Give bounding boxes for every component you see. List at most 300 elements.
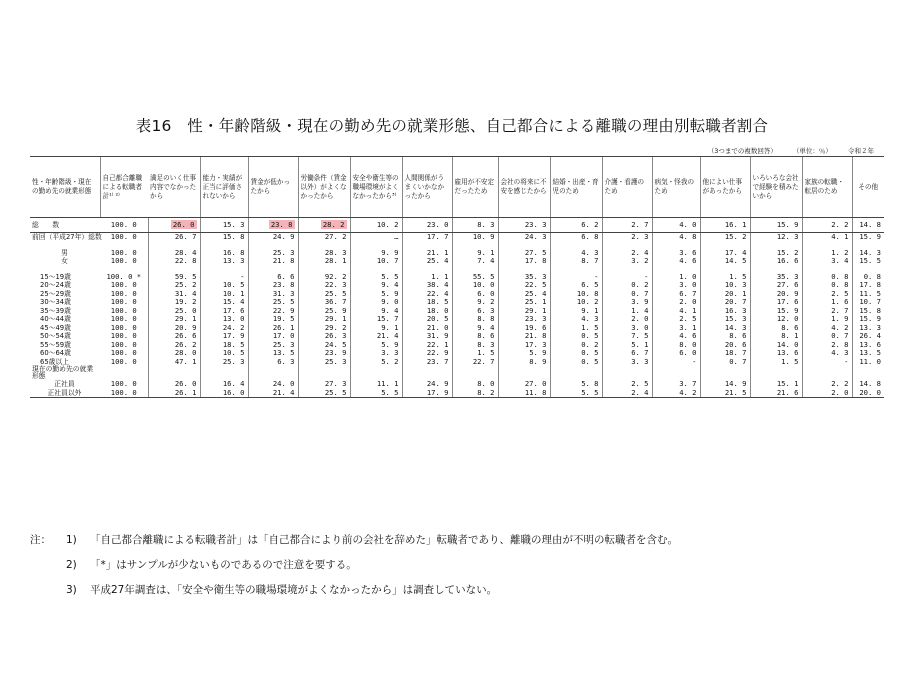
empty-cell xyxy=(602,366,652,380)
highlighted-value: 23. 8 xyxy=(270,219,293,229)
value-cell: 24. 9 xyxy=(248,233,298,242)
value-cell: - xyxy=(652,358,700,367)
row-label: 現在の勤め先の就業形態 xyxy=(32,365,94,380)
value-cell: 8. 8 xyxy=(452,315,498,324)
value-cell: 8. 7 xyxy=(550,257,602,266)
value-cell: 25. 3 xyxy=(200,358,248,367)
empty-cell xyxy=(652,366,700,380)
value-cell: 0. 2 xyxy=(550,341,602,350)
value-cell: 17. 6 xyxy=(200,307,248,316)
value-cell: 15. 7 xyxy=(350,315,402,324)
total-cell: 100. 0 xyxy=(110,379,137,388)
value-cell: 16. 1 xyxy=(700,218,750,233)
table-row xyxy=(30,298,884,307)
value-cell: 26. 7 xyxy=(148,233,200,242)
value-cell: 2. 0 xyxy=(602,315,652,324)
table-row xyxy=(30,273,884,282)
value-cell: … xyxy=(350,233,402,242)
empty-cell xyxy=(100,366,148,380)
value-cell: 31. 9 xyxy=(402,332,452,341)
value-cell: 2. 2 xyxy=(802,218,852,233)
value-cell: 26. 3 xyxy=(298,332,350,341)
table-row xyxy=(30,290,884,299)
value-cell: 9. 1 xyxy=(452,249,498,258)
value-cell: 28. 4 xyxy=(148,249,200,258)
value-cell: 0. 2 xyxy=(602,281,652,290)
value-cell: 2. 7 xyxy=(802,307,852,316)
value-cell: 6. 3 xyxy=(452,307,498,316)
value-cell: 8. 1 xyxy=(750,332,802,341)
value-cell: 6. 2 xyxy=(550,218,602,233)
value-cell: 11. 5 xyxy=(852,290,884,299)
value-cell: 17. 8 xyxy=(852,281,884,290)
value-cell: 27. 3 xyxy=(298,380,350,389)
value-cell: 14. 5 xyxy=(700,257,750,266)
value-cell: 10. 0 xyxy=(452,281,498,290)
value-cell: 23. 3 xyxy=(498,218,550,233)
value-cell: 4. 1 xyxy=(802,233,852,242)
column-header: 能力・実績が正当に評価されないから xyxy=(200,157,248,218)
value-cell: 1. 5 xyxy=(750,358,802,367)
value-cell: 17. 3 xyxy=(498,341,550,350)
value-cell: 16. 6 xyxy=(750,257,802,266)
empty-cell xyxy=(452,366,498,380)
total-cell: 100. 0 xyxy=(110,331,137,340)
value-cell: 21. 6 xyxy=(750,389,802,398)
value-cell: 24. 3 xyxy=(498,233,550,242)
value-cell: 22. 9 xyxy=(402,349,452,358)
value-cell: 14. 0 xyxy=(750,341,802,350)
value-cell: 5. 1 xyxy=(602,341,652,350)
value-cell: 9. 9 xyxy=(350,249,402,258)
value-cell: 6. 3 xyxy=(248,358,298,367)
value-cell: 17. 4 xyxy=(700,249,750,258)
value-cell: 2. 4 xyxy=(602,389,652,398)
value-cell: 18. 5 xyxy=(200,341,248,350)
row-label: 前回（平成27年）総数 xyxy=(32,233,102,241)
value-cell: 0. 5 xyxy=(550,332,602,341)
column-header: 満足のいく仕事内容でなかったから xyxy=(148,157,200,218)
value-cell: 25. 0 xyxy=(148,307,200,316)
value-cell: 0. 5 xyxy=(550,358,602,367)
footnote xyxy=(30,528,678,553)
value-cell: 8. 3 xyxy=(452,341,498,350)
row-label xyxy=(30,242,100,249)
value-cell: 59. 5 xyxy=(148,273,200,282)
empty-cell xyxy=(148,366,200,380)
value-cell: 8. 3 xyxy=(452,218,498,233)
value-cell: 20. 0 xyxy=(852,389,884,398)
value-cell: 35. 3 xyxy=(750,273,802,282)
value-cell: 25. 5 xyxy=(298,290,350,299)
value-cell: 10. 5 xyxy=(200,281,248,290)
footnote-text: 「自己都合離職による転職者計」は「自己都合により前の会社を辞めた」転職者であり、離職の理由が不明の転職者を含む。 xyxy=(90,534,678,546)
value-cell: 9. 1 xyxy=(350,324,402,333)
value-cell: 2. 4 xyxy=(602,249,652,258)
value-cell: 8. 0 xyxy=(452,380,498,389)
row-label: 30～34歳 xyxy=(40,298,71,306)
column-header: その他 xyxy=(852,157,884,218)
value-cell: 25. 5 xyxy=(298,389,350,398)
value-cell: 21. 4 xyxy=(350,332,402,341)
row-label: 総 数 xyxy=(30,218,100,233)
footnote xyxy=(30,553,678,578)
row-label: 男 xyxy=(61,248,68,257)
value-cell: 47. 1 xyxy=(148,358,200,367)
row-label: 50～54歳 xyxy=(40,332,71,340)
value-cell: - xyxy=(200,273,248,282)
value-cell: 15. 9 xyxy=(852,315,884,324)
value-cell: 2. 2 xyxy=(802,380,852,389)
value-cell: 8. 0 xyxy=(652,341,700,350)
value-cell: 25. 3 xyxy=(248,249,298,258)
value-cell: 13. 5 xyxy=(248,349,298,358)
value-cell: 7. 4 xyxy=(452,257,498,266)
value-cell: 5. 8 xyxy=(550,380,602,389)
value-cell: 1. 0 xyxy=(652,273,700,282)
value-cell: 6. 6 xyxy=(248,273,298,282)
value-cell: 4. 3 xyxy=(550,249,602,258)
footnote-prefix: 注： xyxy=(30,534,51,546)
row-label: 20～24歳 xyxy=(40,281,71,289)
value-cell: 5. 5 xyxy=(350,273,402,282)
value-cell: 1. 9 xyxy=(802,315,852,324)
value-cell: 16. 3 xyxy=(700,307,750,316)
table-row xyxy=(30,389,884,398)
value-cell: 31. 4 xyxy=(148,290,200,299)
value-cell: 1. 5 xyxy=(452,349,498,358)
footnote-prefix xyxy=(30,578,66,603)
value-cell: 25. 9 xyxy=(298,307,350,316)
column-header: 結婚・出産・育児のため xyxy=(550,157,602,218)
value-cell: 15. 4 xyxy=(200,298,248,307)
value-cell: 1. 5 xyxy=(550,324,602,333)
value-cell: 7. 5 xyxy=(602,332,652,341)
value-cell: 0. 7 xyxy=(602,290,652,299)
value-cell: 10. 7 xyxy=(350,257,402,266)
value-cell: 3. 0 xyxy=(652,281,700,290)
survey-year: 令和２年 xyxy=(848,147,874,155)
value-cell: 1. 1 xyxy=(402,273,452,282)
column-header: 会社の将来に不安を感じたから xyxy=(498,157,550,218)
row-label: 65歳以上 xyxy=(40,357,70,366)
row-label: 55～59歳 xyxy=(40,340,71,349)
total-cell: 100. 0 xyxy=(110,322,137,332)
column-header: 介護・看護のため xyxy=(602,157,652,218)
value-cell: 16. 8 xyxy=(200,249,248,258)
value-cell: 21. 4 xyxy=(248,389,298,398)
highlighted-value: 26. 0 xyxy=(172,219,195,229)
value-cell: 20. 6 xyxy=(700,341,750,350)
footnote-text: 「*」はサンプルが少ないものであるので注意を要する。 xyxy=(90,559,357,571)
page-title: 表16 性・年齢階級・現在の勤め先の就業形態、自己都合による離職の理由別転職者割合 xyxy=(135,117,769,135)
value-cell: 22. 5 xyxy=(498,281,550,290)
value-cell: 22. 4 xyxy=(402,290,452,299)
value-cell: 9. 2 xyxy=(452,298,498,307)
value-cell: 25. 3 xyxy=(298,358,350,367)
value-cell: 20. 9 xyxy=(148,324,200,333)
value-cell: - xyxy=(602,273,652,282)
table-row xyxy=(30,307,884,316)
value-cell: 6. 5 xyxy=(550,281,602,290)
value-cell: 6. 0 xyxy=(452,290,498,299)
value-cell: 10. 8 xyxy=(550,290,602,299)
empty-cell xyxy=(498,366,550,380)
value-cell: 10. 1 xyxy=(200,290,248,299)
value-cell: 3. 9 xyxy=(602,298,652,307)
total-cell: 100. 0 xyxy=(110,288,137,298)
value-cell: 55. 5 xyxy=(452,273,498,282)
footnote xyxy=(30,578,678,603)
table-row xyxy=(30,315,884,324)
total-cell: 100. 0 xyxy=(110,256,137,265)
value-cell: 17. 9 xyxy=(200,332,248,341)
value-cell: 20. 9 xyxy=(750,290,802,299)
value-cell: 27. 5 xyxy=(498,249,550,258)
value-cell: 0. 8 xyxy=(802,281,852,290)
value-cell: 15. 9 xyxy=(750,218,802,233)
value-cell: 28. 0 xyxy=(148,349,200,358)
value-cell: 20. 5 xyxy=(402,315,452,324)
value-cell: 13. 0 xyxy=(200,315,248,324)
empty-cell xyxy=(350,366,402,380)
row-label: 正社員以外 xyxy=(30,389,100,398)
row-label: 25～29歳 xyxy=(40,289,71,298)
value-cell: 0. 5 xyxy=(550,349,602,358)
value-cell: 9. 1 xyxy=(550,307,602,316)
value-cell: 0. 8 xyxy=(852,273,884,282)
row-label: 45～49歳 xyxy=(40,323,71,332)
table-row xyxy=(30,324,884,333)
spacer-row xyxy=(30,242,884,249)
value-cell: 8. 6 xyxy=(700,332,750,341)
value-cell: 4. 1 xyxy=(652,307,700,316)
column-header: 賃金が低かったから xyxy=(248,157,298,218)
value-cell: 5. 5 xyxy=(350,389,402,398)
value-cell: 15. 8 xyxy=(200,233,248,242)
value-cell: 0. 8 xyxy=(802,273,852,282)
row-label xyxy=(30,266,100,273)
value-cell: 3. 0 xyxy=(602,324,652,333)
column-header: 他によい仕事があったから xyxy=(700,157,750,218)
footnote-number: 3) xyxy=(66,584,77,596)
value-cell: 15. 5 xyxy=(852,257,884,266)
value-cell: 13. 3 xyxy=(852,324,884,333)
value-cell: 18. 7 xyxy=(700,349,750,358)
value-cell: 2. 3 xyxy=(602,233,652,242)
row-label: 35～39歳 xyxy=(40,306,71,315)
value-cell: 25. 4 xyxy=(402,257,452,266)
value-cell: 29. 1 xyxy=(148,315,200,324)
row-label: 60～64歳 xyxy=(40,349,71,357)
value-cell: 22. 3 xyxy=(298,281,350,290)
value-cell: 14. 8 xyxy=(852,218,884,233)
empty-cell xyxy=(402,366,452,380)
total-cell: 100. 0 xyxy=(110,339,137,349)
value-cell: 3. 3 xyxy=(350,349,402,358)
value-cell: 10. 3 xyxy=(700,281,750,290)
value-cell: 27. 6 xyxy=(750,281,802,290)
table-row xyxy=(30,281,884,290)
value-cell: - xyxy=(550,273,602,282)
value-cell: 31. 3 xyxy=(248,290,298,299)
value-cell: 20. 1 xyxy=(700,290,750,299)
table-row xyxy=(30,341,884,350)
row-label: 正社員 xyxy=(54,380,75,388)
value-cell: 13. 6 xyxy=(750,349,802,358)
value-cell: 35. 3 xyxy=(498,273,550,282)
turnover-reasons-table xyxy=(30,156,884,398)
value-cell: 9. 4 xyxy=(350,307,402,316)
value-cell: 14. 3 xyxy=(700,324,750,333)
footnotes xyxy=(30,528,678,603)
row-label: 女 xyxy=(61,257,68,265)
footnote-number: 1) xyxy=(66,534,77,546)
value-cell: 22. 7 xyxy=(452,358,498,367)
table-row xyxy=(30,380,884,389)
table-row xyxy=(30,349,884,358)
value-cell: 15. 1 xyxy=(750,380,802,389)
value-cell: 38. 4 xyxy=(402,281,452,290)
value-cell: 22. 9 xyxy=(248,307,298,316)
total-cell: 100. 0 xyxy=(110,232,137,241)
column-header: 家族の転職・転居のため xyxy=(802,157,852,218)
value-cell: 3. 6 xyxy=(652,249,700,258)
value-cell: 4. 2 xyxy=(802,324,852,333)
value-cell: 2. 0 xyxy=(802,389,852,398)
value-cell: 26. 4 xyxy=(852,332,884,341)
total-cell: 100. 0 xyxy=(110,247,137,257)
value-cell: 23. 9 xyxy=(298,349,350,358)
value-cell: 10. 7 xyxy=(852,298,884,307)
value-cell: 26. 1 xyxy=(148,389,200,398)
value-cell: 21. 8 xyxy=(498,332,550,341)
value-cell: 15. 2 xyxy=(750,249,802,258)
value-cell xyxy=(148,218,200,233)
value-cell: 8. 9 xyxy=(498,358,550,367)
value-cell: 14. 9 xyxy=(700,380,750,389)
value-cell: 3. 7 xyxy=(652,380,700,389)
value-cell: 29. 2 xyxy=(298,324,350,333)
value-cell: 9. 4 xyxy=(350,281,402,290)
empty-cell xyxy=(700,366,750,380)
value-cell: 0. 7 xyxy=(700,358,750,367)
value-cell: 24. 0 xyxy=(248,380,298,389)
value-cell: 3. 4 xyxy=(802,257,852,266)
value-cell: 15. 2 xyxy=(700,233,750,242)
value-cell: 19. 6 xyxy=(498,324,550,333)
value-cell: 25. 5 xyxy=(248,298,298,307)
value-cell: 4. 8 xyxy=(652,233,700,242)
value-cell: 28. 1 xyxy=(298,257,350,266)
value-cell xyxy=(248,218,298,233)
empty-cell xyxy=(298,366,350,380)
column-header: いろいろな会社で経験を積みたいから xyxy=(750,157,802,218)
value-cell: 19. 5 xyxy=(248,315,298,324)
total-cell: 100. 0 xyxy=(110,297,137,306)
value-cell: 15. 9 xyxy=(750,307,802,316)
empty-cell xyxy=(852,366,884,380)
empty-cell xyxy=(200,366,248,380)
value-cell: 13. 3 xyxy=(200,257,248,266)
value-cell: 9. 4 xyxy=(452,324,498,333)
value-cell: 4. 2 xyxy=(652,389,700,398)
value-cell: 15. 3 xyxy=(700,315,750,324)
value-cell: 3. 3 xyxy=(602,358,652,367)
total-cell: 100. 0 xyxy=(110,305,137,315)
value-cell: 10. 2 xyxy=(350,218,402,233)
column-header: 自己都合離職による転職者計¹⁾ ²⁾ xyxy=(100,157,148,218)
empty-cell xyxy=(248,366,298,380)
table-row xyxy=(30,358,884,367)
value-cell: 4. 0 xyxy=(652,218,700,233)
value-cell: 92. 2 xyxy=(298,273,350,282)
value-cell: 16. 4 xyxy=(200,380,248,389)
value-cell: 12. 0 xyxy=(750,315,802,324)
empty-cell xyxy=(750,366,802,380)
value-cell: 2. 7 xyxy=(602,218,652,233)
value-cell: 2. 5 xyxy=(802,290,852,299)
value-cell: 21. 0 xyxy=(402,324,452,333)
value-cell: 17. 7 xyxy=(402,233,452,242)
value-cell: 21. 1 xyxy=(402,249,452,258)
value-cell: 14. 3 xyxy=(852,249,884,258)
value-cell: 20. 7 xyxy=(700,298,750,307)
footnote-prefix xyxy=(30,553,66,578)
value-cell: 3. 1 xyxy=(652,324,700,333)
value-cell: 4. 3 xyxy=(550,315,602,324)
value-cell: 5. 9 xyxy=(350,341,402,350)
total-cell: 100. 0 xyxy=(110,356,137,366)
value-cell: 22. 1 xyxy=(402,341,452,350)
value-cell: 6. 0 xyxy=(652,349,700,358)
value-cell: 23. 8 xyxy=(248,281,298,290)
value-cell: 18. 0 xyxy=(402,307,452,316)
multiple-answer-note: （3つまでの複数回答） xyxy=(707,147,777,155)
value-cell: 16. 0 xyxy=(200,389,248,398)
value-cell: 17. 6 xyxy=(750,298,802,307)
value-cell: 1. 5 xyxy=(700,273,750,282)
value-cell: 25. 1 xyxy=(498,298,550,307)
value-cell: 2. 5 xyxy=(602,380,652,389)
value-cell: 23. 7 xyxy=(402,358,452,367)
total-cell: 100. 0 xyxy=(110,314,137,323)
column-header: 病気・怪我のため xyxy=(652,157,700,218)
total-cell: 100. 0 * xyxy=(106,271,142,281)
value-cell: 5. 9 xyxy=(498,349,550,358)
row-label: 40～44歳 xyxy=(40,315,71,323)
value-cell: 5. 2 xyxy=(350,358,402,367)
value-cell: 4. 6 xyxy=(652,257,700,266)
value-cell: 26. 0 xyxy=(148,380,200,389)
value-cell: 21. 5 xyxy=(700,389,750,398)
total-cell: 100. 0 xyxy=(100,218,148,233)
value-cell: 2. 0 xyxy=(652,298,700,307)
value-cell: 11. 0 xyxy=(852,358,884,367)
value-cell: 17. 9 xyxy=(402,389,452,398)
value-cell: 25. 3 xyxy=(248,341,298,350)
total-cell: 100. 0 xyxy=(110,280,137,289)
value-cell: 26. 1 xyxy=(248,324,298,333)
column-header: 人間関係がうまくいかなかったから xyxy=(402,157,452,218)
value-cell: 24. 5 xyxy=(298,341,350,350)
table-row xyxy=(30,332,884,341)
footnote-number: 2) xyxy=(66,559,77,571)
value-cell: 6. 7 xyxy=(652,290,700,299)
total-cell: 100. 0 xyxy=(110,348,137,357)
value-cell: 19. 2 xyxy=(148,298,200,307)
value-cell: 10. 9 xyxy=(452,233,498,242)
